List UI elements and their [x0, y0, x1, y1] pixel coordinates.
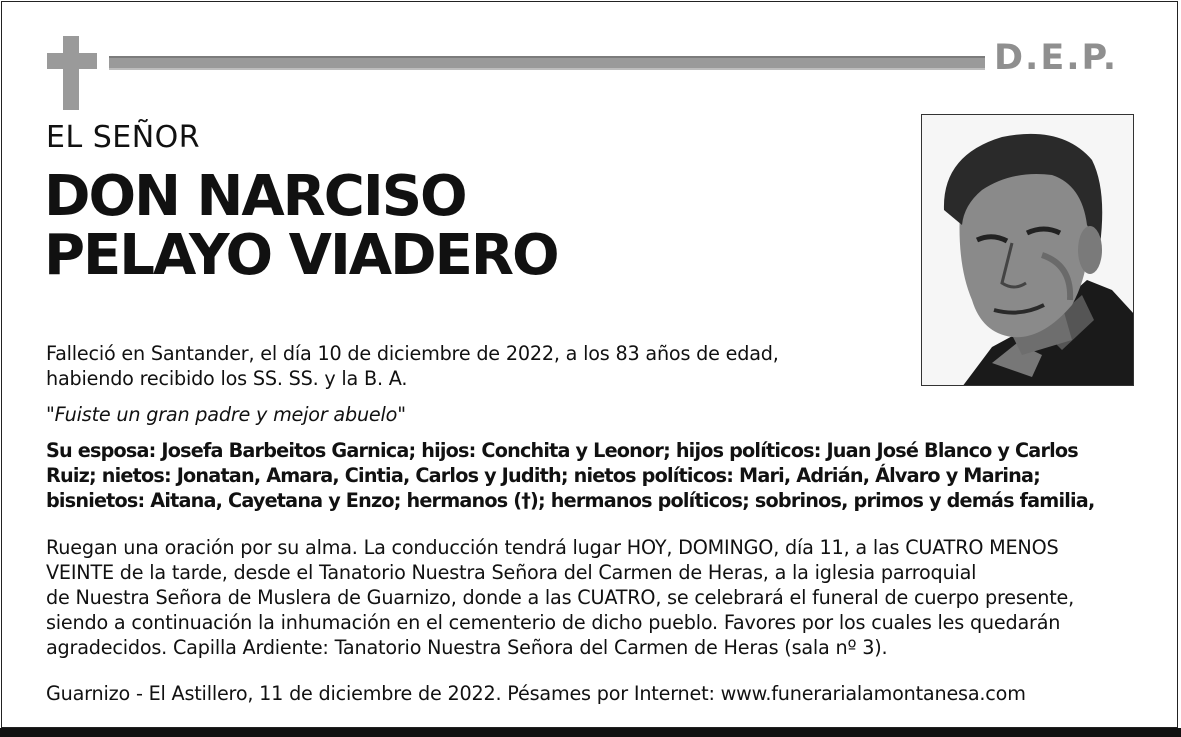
- name-line-2: PELAYO VIADERO: [44, 223, 558, 288]
- cross-icon: [63, 36, 79, 110]
- funeral-line-5: agradecidos. Capilla Ardiente: Tanatorio Nuestra Señora del Carmen de Heras (sala nº 3).: [46, 636, 888, 659]
- bottom-border-bar: [0, 728, 1181, 737]
- death-notice-line-2: habiendo recibido los SS. SS. y la B. A.: [46, 367, 408, 390]
- dep-label: D.E.P.: [994, 38, 1119, 78]
- cross-icon-arm: [47, 53, 97, 69]
- portrait-image: [922, 115, 1134, 386]
- family-line-1: Su esposa: Josefa Barbeitos Garnica; hijos: Conchita y Leonor; hijos políticos: Juan José Blanco y Carlos: [46, 439, 1078, 462]
- funeral-line-2: VEINTE de la tarde, desde el Tanatorio Nuestra Señora del Carmen de Heras, a la iglesia parroquial: [46, 561, 977, 584]
- funeral-line-4: siendo a continuación la inhumación en el cementerio de dicho pueblo. Favores por los cuales les quedarán: [46, 611, 1061, 634]
- funeral-line-3: de Nuestra Señora de Muslera de Guarnizo, donde a las CUATRO, se celebrará el funeral de cuerpo presente,: [46, 586, 1075, 609]
- honorific: EL SEÑOR: [46, 120, 201, 155]
- family-line-2: Ruiz; nietos: Jonatan, Amara, Cintia, Carlos y Judith; nietos políticos: Mari, Adrián, Álvaro y Marina;: [46, 464, 1041, 487]
- deceased-name: [44, 164, 558, 288]
- family-line-3: bisnietos: Aitana, Cayetana y Enzo; hermanos (†); hermanos políticos; sobrinos, primos y demás familia,: [46, 489, 1095, 512]
- funeral-line-1: Ruegan una oración por su alma. La conducción tendrá lugar HOY, DOMINGO, día 11, a las CUATRO MENOS: [46, 536, 1059, 559]
- portrait-photo: [921, 114, 1134, 386]
- header-rule: [109, 56, 985, 70]
- funeral-details: [46, 535, 1074, 660]
- footer-condolences: Guarnizo - El Astillero, 11 de diciembre de 2022. Pésames por Internet: www.funerarialamontanesa.com: [46, 682, 1026, 705]
- death-notice-line-1: Falleció en Santander, el día 10 de diciembre de 2022, a los 83 años de edad,: [46, 342, 779, 365]
- quote: "Fuiste un gran padre y mejor abuelo": [46, 403, 406, 426]
- death-notice: [46, 341, 779, 391]
- family-list: [46, 438, 1094, 513]
- name-line-1: DON NARCISO: [44, 164, 466, 229]
